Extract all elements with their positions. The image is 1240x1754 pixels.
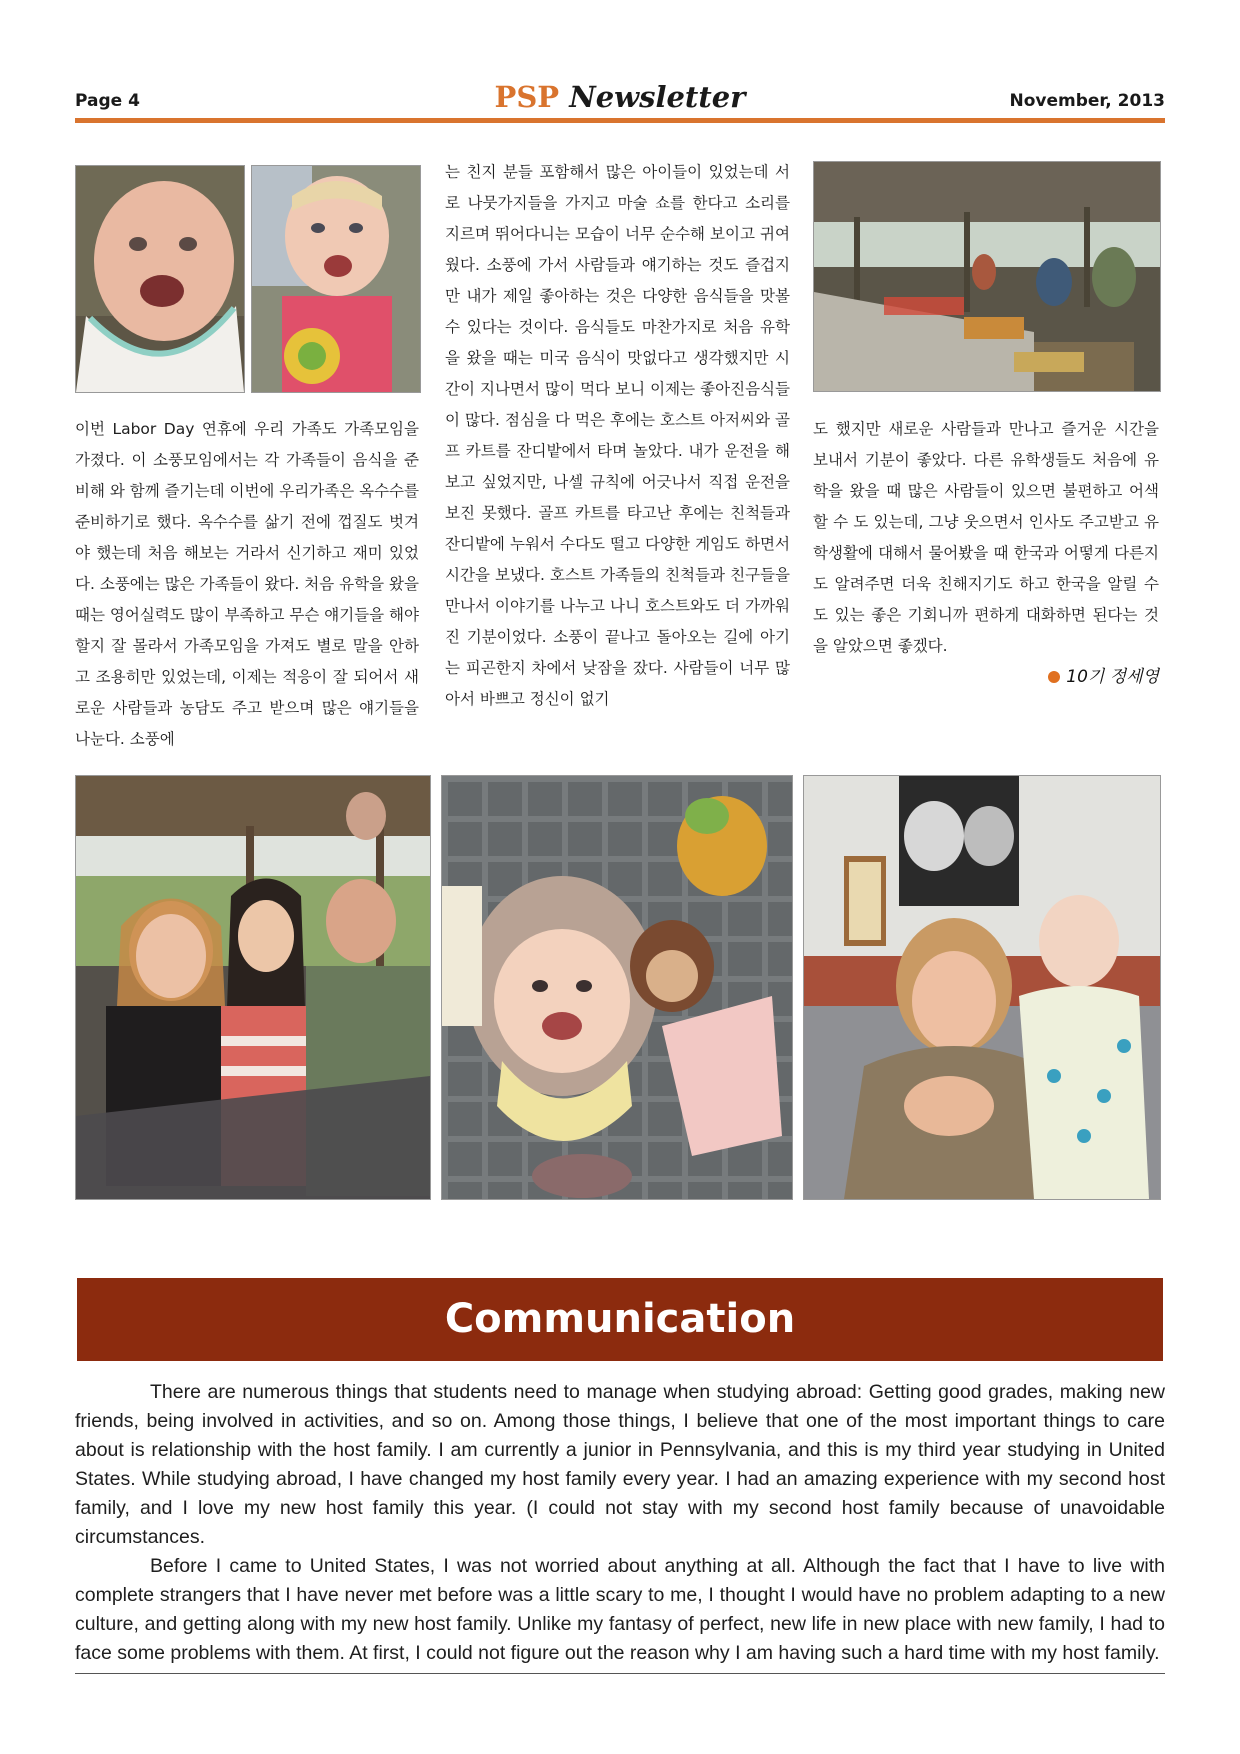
author-name: 10기 정세영 <box>1066 667 1159 687</box>
title-newsletter: Newsletter <box>569 80 746 114</box>
korean-article-col-1 <box>75 414 419 755</box>
page-number: Page 4 <box>75 91 140 111</box>
korean-paragraph-1: 이번 Labor Day 연휴에 우리 가족도 가족모임을 가졌다. 이 소풍모임에서는 각 가족들이 음식을 준비해 와 함께 즐기는데 이번에 우리가족은 옥수수를 준비하기로 했다. 옥수수를 삶기 전에 껍질도 벗겨야 했는데 처음 해보는 거라서 신기하고 재미 있었다. 소풍에는 많은 가족들이 왔다. 처음 유학을 왔을 때는 영어실력도 많이 부족하고 무슨 얘기들을 해야 할지 잘 몰라서 가족모임을 가져도 별로 말을 안하고 조용히만 있었는데, 이제는 적응이 잘 되어서 새로운 사람들과 농담도 주고 받으며 많은 얘기들을 나눈다. 소풍에 <box>75 420 419 748</box>
author-signature <box>813 662 1159 693</box>
bullet-dot-icon <box>1048 671 1060 683</box>
photo-picnic-pavilion <box>813 161 1161 392</box>
korean-paragraph-2: 는 친지 분들 포함해서 많은 아이들이 있었는데 서로 나뭇가지들을 가지고 마술 쇼를 한다고 소리를 지르며 뛰어다니는 모습이 너무 순수해 보이고 귀여웠다. 소풍에 가서 사람들과 얘기하는 것도 즐겁지만 내가 제일 좋아하는 것은 다양한 음식들을 맛볼 수 있다는 것이다. 음식들도 마찬가지로 처음 유학을 왔을 때는 미국 음식이 맛없다고 생각했지만 시간이 지나면서 많이 먹다 보니 이제는 좋아진음식들이 많다. 점심을 다 먹은 후에는 호스트 아저씨와 골프 카트를 잔디밭에서 타며 놀았다. 내가 운전을 해보고 싶었지만, 나셀 규칙에 어긋나서 직접 운전을 보진 못했다. 골프 카트를 타고난 후에는 친척들과 잔디밭에 누워서 수다도 떨고 다양한 게임도 하면서 시간을 보냈다. 호스트 가족들의 친척들과 친구들을 만나서 이야기를 나누고 나니 호스트와도 더 가까워진 기분이었다. 소풍이 끝나고 돌아오는 길에 아기는 피곤한지 차에서 낮잠을 잤다. 사람들이 너무 많아서 바쁘고 정신이 없기 <box>445 163 790 708</box>
issue-date: November, 2013 <box>1009 91 1165 111</box>
communication-paragraph-2: Before I came to United States, I was not worried about anything at all. Although the fact that I have to live with complete strangers that I have never met before was a little scary to me, I thought I would have no problem adapting to a new culture, and getting along with my new host family. Unlike my fantasy of perfect, new life in new place with new family, I had to face some problems with them. At first, I could not figure out the reason why I am having such a hard time with my host family. <box>75 1555 1165 1664</box>
section-heading-communication: Communication <box>77 1278 1163 1361</box>
photo-baby-pink <box>251 165 421 393</box>
communication-article <box>75 1378 1165 1668</box>
footer-rule <box>75 1673 1165 1674</box>
photo-baby-carseat <box>441 775 793 1200</box>
header-rule <box>75 118 1165 123</box>
photo-mother-and-baby <box>803 775 1161 1200</box>
photo-baby-bib <box>75 165 245 393</box>
title-psp: PSP <box>494 80 560 114</box>
communication-paragraph-1: There are numerous things that students need to manage when studying abroad: Getting good grades, making new friends, being involved in activities, and so on. Among those things, I believe that one of the most important things to care about is relationship with the host family. I am currently a junior in Pennsylvania, and this is my third year studying in United States. While studying abroad, I have changed my host family every year. I had an amazing experience with my second host family, and I love my new host family this year. (I could not stay with my second host family because of unavoidable circumstances. <box>75 1381 1165 1548</box>
korean-paragraph-3: 도 했지만 새로운 사람들과 만나고 즐거운 시간을 보내서 기분이 좋았다. 다른 유학생들도 처음에 유학을 왔을 때 많은 사람들이 있으면 불편하고 어색할 수 도 있는데, 그냥 웃으면서 인사도 주고받고 유학생활에 대해서 물어봤을 때 한국과 어떻게 다른지도 알려주면 더욱 친해지기도 하고 한국을 알릴 수도 있는 좋은 기회니까 편하게 대화하면 된다는 것을 알았으면 좋겠다. <box>813 420 1159 655</box>
korean-article-col-2 <box>445 157 790 715</box>
photo-group-picnic <box>75 775 431 1200</box>
korean-article-col-3 <box>813 414 1159 693</box>
